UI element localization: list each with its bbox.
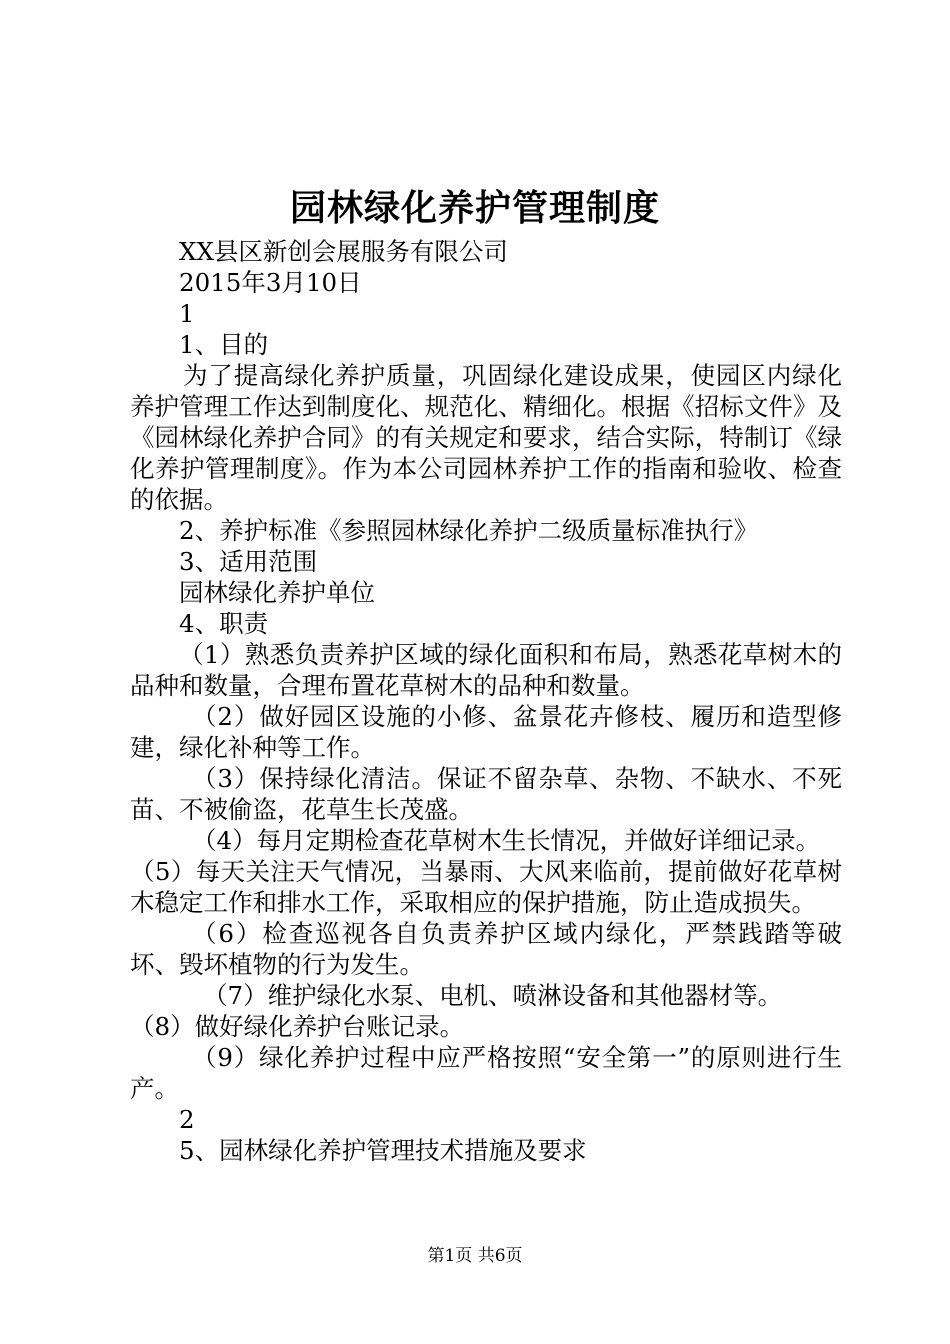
duty-item-6: （6）检查巡视各自负责养护区域内绿化，严禁践踏等破坏、毁坏植物的行为发生。 (130, 919, 842, 979)
duty-item-2: （2）做好园区设施的小修、盆景花卉修枝、履历和造型修建，绿化补种等工作。 (130, 702, 842, 762)
section-heading-duties: 4、职责 (179, 609, 269, 638)
duty-item-1: （1）熟悉负责养护区域的绿化面积和布局，熟悉花草树木的品种和数量，合理布置花草树木的品种和数量。 (130, 640, 842, 700)
document-body (130, 236, 842, 1166)
duty-item-4: （4）每月定期检查花草树木生长情况，并做好详细记录。 (192, 826, 821, 855)
section-heading-techniques: 5、园林绿化养护管理技术措施及要求 (179, 1136, 587, 1165)
paragraph-purpose: 为了提高绿化养护质量，巩固绿化建设成果，使园区内绿化养护管理工作达到制度化、规范化、精细化。根据《招标文件》及《园林绿化养护合同》的有关规定和要求，结合实际，特制订《绿化养护管理制度》。作为本公司园林养护工作的指南和验收、检查的依据。 (130, 361, 842, 514)
page-footer: 第1页 共6页 (427, 1246, 523, 1266)
duty-item-7: （7）维护绿化水泵、电机、喷淋设备和其他器材等。 (203, 981, 783, 1010)
duty-item-3: （3）保持绿化清洁。保证不留杂草、杂物、不缺水、不死苗、不被偷盗，花草生长茂盛。 (130, 764, 842, 824)
section-number: 2 (179, 1105, 195, 1134)
company-name: XX县区新创会展服务有限公司 (179, 237, 508, 266)
duty-item-8: （8）做好绿化养护台账记录。 (130, 1012, 465, 1041)
document-date: 2015年3月10日 (179, 268, 362, 297)
duty-item-5: （5）每天关注天气情况，当暴雨、大风来临前，提前做好花草树木稳定工作和排水工作，采取相应的保护措施，防止造成损失。 (130, 857, 842, 917)
section-heading-purpose: 1、目的 (179, 330, 269, 359)
duty-item-9: （9）绿化养护过程中应严格按照“安全第一”的原则进行生产。 (130, 1043, 842, 1103)
document-title: 园林绿化养护管理制度 (289, 187, 660, 229)
section-heading-standard: 2、养护标准《参照园林绿化养护二级质量标准执行》 (179, 516, 759, 545)
paragraph-scope: 园林绿化养护单位 (179, 578, 375, 607)
section-number: 1 (179, 299, 195, 328)
section-heading-scope: 3、适用范围 (179, 547, 318, 576)
